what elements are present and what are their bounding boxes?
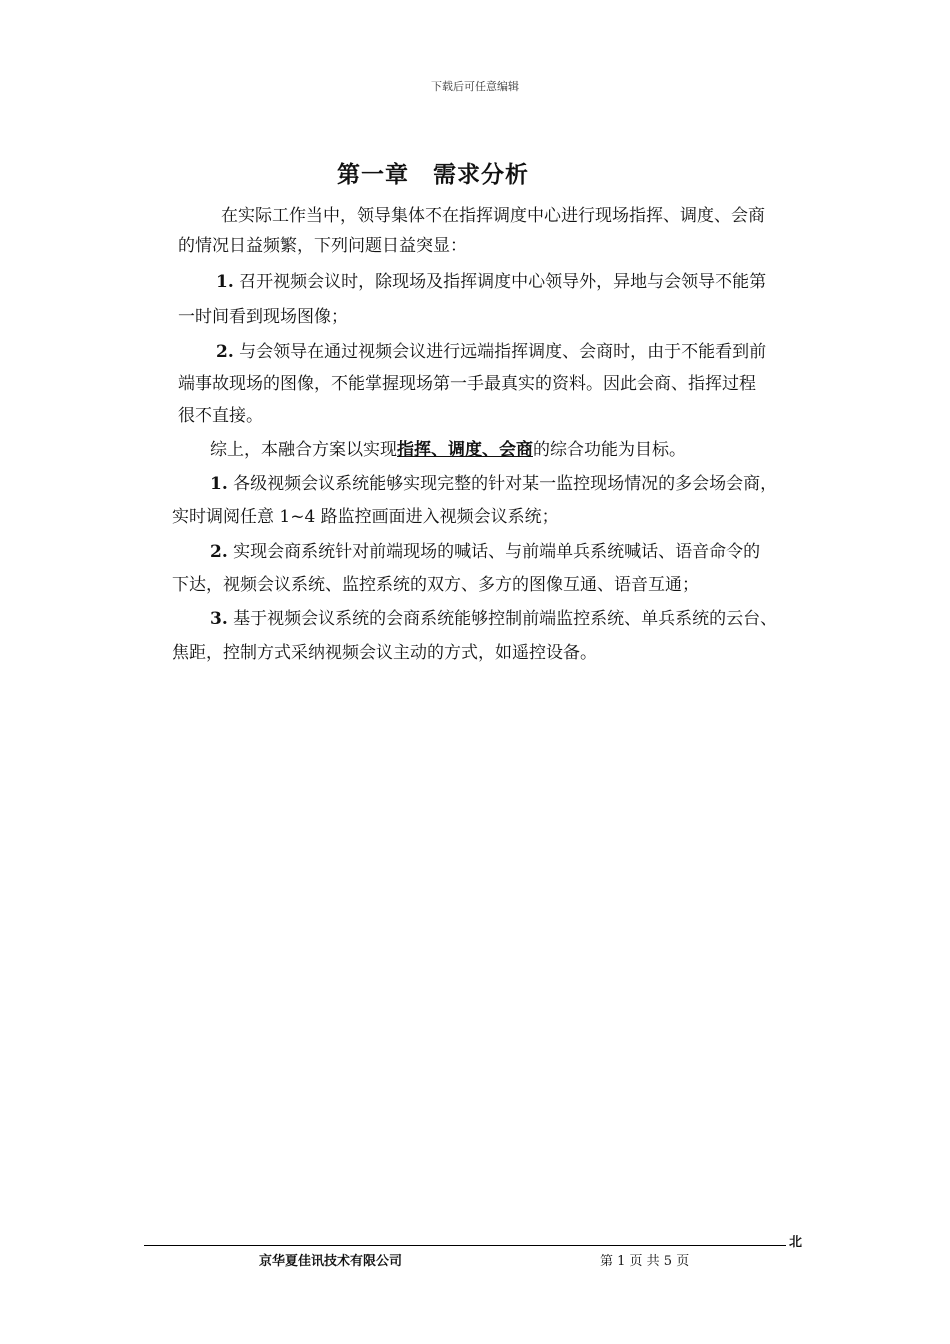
list-text: 实现会商系统针对前端现场的喊话、与前端单兵系统喊话、语音命令的: [227, 542, 761, 562]
paragraph-line: 端事故现场的图像，不能掌握现场第一手最真实的资料。因此会商、指挥过程: [178, 374, 756, 394]
header-note: 下载后可任意编辑: [431, 80, 519, 93]
list-text: 基于视频会议系统的会商系统能够控制前端监控系统、单兵系统的云台、: [227, 609, 778, 629]
list-number: 1.: [210, 474, 228, 494]
list-item: [216, 270, 766, 294]
list-number: 2.: [210, 542, 228, 562]
list-number: 3.: [210, 609, 228, 629]
list-number: 2.: [216, 342, 234, 362]
list-text: 各级视频会议系统能够实现完整的针对某一监控现场情况的多会场会商，: [227, 474, 778, 494]
list-text: 与会领导在通过视频会议进行远端指挥调度、会商时，由于不能看到前: [233, 342, 767, 362]
list-number: 1.: [216, 272, 234, 292]
summary-line: [210, 438, 686, 462]
summary-text: 的综合功能为目标。: [533, 440, 686, 460]
list-item: [216, 340, 766, 364]
paragraph-line: 在实际工作当中，领导集体不在指挥调度中心进行现场指挥、调度、会商: [221, 206, 765, 226]
footer-page-number: 第 1 页 共 5 页: [600, 1254, 690, 1269]
paragraph-line: 的情况日益频繁，下列问题日益突显：: [178, 236, 467, 256]
chapter-title: 第一章 需求分析: [337, 161, 529, 188]
list-item: [210, 472, 777, 496]
list-text: 召开视频会议时，除现场及指挥调度中心领导外，异地与会领导不能第: [233, 272, 767, 292]
footer-company: 京华夏佳讯技术有限公司: [259, 1254, 403, 1269]
paragraph-line: 很不直接。: [178, 406, 263, 426]
paragraph-line: 一时间看到现场图像；: [178, 307, 348, 327]
summary-text: 综上，本融合方案以实现: [210, 440, 397, 460]
list-item: [210, 607, 777, 631]
summary-highlight: 指挥、调度、会商: [397, 440, 533, 460]
list-item: [210, 540, 760, 564]
paragraph-line: 实时调阅任意 1~4 路监控画面进入视频会议系统；: [172, 507, 559, 527]
paragraph-line: 焦距，控制方式采纳视频会议主动的方式，如遥控设备。: [172, 643, 597, 663]
footer-rule: [144, 1245, 786, 1246]
paragraph-line: 下达，视频会议系统、监控系统的双方、多方的图像互通、语音互通；: [172, 575, 699, 595]
footer-company-first-char: 北: [789, 1235, 803, 1250]
